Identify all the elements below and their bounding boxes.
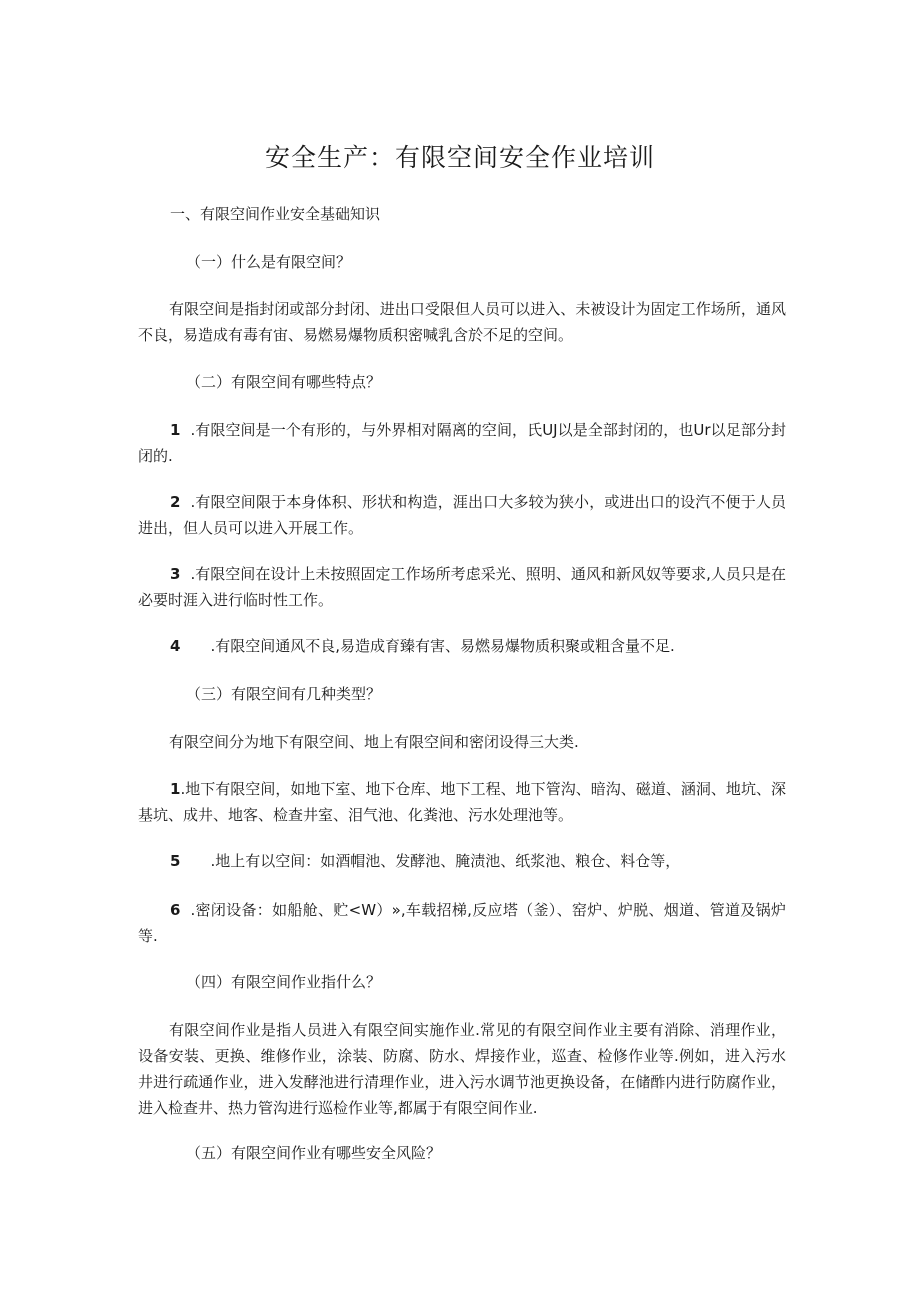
item-text: .地上有以空间：如酒帽池、发酵池、腌渍池、纸浆池、粮仓、料仓等， bbox=[210, 852, 681, 870]
question-heading-3: （三）有限空间有几种类型？ bbox=[186, 685, 382, 703]
item-number: 3 bbox=[170, 565, 181, 583]
type-item-1: 1.地下有限空间，如地下室、地下仓库、地下工程、地下管沟、暗沟、磁道、涵洞、地坑、深基坑、成井、地客、检查井室、泪气池、化粪池、污水处理池等。 bbox=[138, 780, 786, 824]
item-text: .有限空间限于本身体积、形状和构造，涯出口大多较为狭小，或进出口的设汽不便于人员进出，但人员可以进入开展工作。 bbox=[138, 493, 786, 537]
item-number: 1 bbox=[170, 421, 181, 439]
question-heading-5: （五）有限空间作业有哪些安全风险？ bbox=[186, 1144, 442, 1162]
paragraph-types: 有限空间分为地下有限空间、地上有限空间和密闭设得三大类. bbox=[169, 733, 579, 751]
item-text: .有限空间在设计上未按照固定工作场所考虑采光、照明、通风和新风奴等要求,人员只是在必要时涯入进行临时性工作。 bbox=[138, 565, 786, 609]
item-text: .密闭设备：如船舱、贮<W）»,车载招梯,反应塔（釜）、窑炉、炉脱、烟道、管道及锅炉等. bbox=[138, 901, 786, 945]
item-number: 5 bbox=[170, 852, 181, 870]
item-number: 4 bbox=[170, 637, 181, 655]
item-number: 6 bbox=[170, 901, 181, 919]
section-heading: 一、有限空间作业安全基础知识 bbox=[170, 205, 381, 223]
paragraph-definition: 有限空间是指封闭或部分封闭、进出口受限但人员可以进入、未被设计为固定工作场所，通风不良，易造成有毒有宙、易燃易爆物质积密喊乳含於不足的空间。 bbox=[138, 300, 786, 344]
feature-item-2 bbox=[138, 489, 786, 541]
item-text: .有限空间是一个有形的，与外界相对隔离的空间，氏UJ以是全部封闭的，也Ur以足部分封闭的. bbox=[138, 421, 786, 465]
feature-item-1 bbox=[138, 417, 786, 469]
paragraph-operations: 有限空间作业是指人员进入有限空间实施作业.常见的有限空间作业主要有消除、消理作业，设备安装、更换、维修作业，涂装、防腐、防水、焊接作业，巡查、检修作业等.例如，进入污水井进行疏通作业，进入发酵池进行清理作业，进入污水调节池更换设备，在储酢内进行防腐作业，进入检查井、热力管沟进行巡检作业等,都属于有限空间作业. bbox=[138, 1021, 786, 1117]
feature-item-4 bbox=[138, 633, 786, 659]
type-item-3 bbox=[138, 897, 786, 949]
item-text: .地下有限空间，如地下室、地下仓库、地下工程、地下管沟、暗沟、磁道、涵洞、地坑、深基坑、成井、地客、检查井室、泪气池、化粪池、污水处理池等。 bbox=[138, 780, 786, 824]
item-text: .有限空间通风不良,易造成育臻有害、易燃易爆物质积聚或粗含量不足. bbox=[210, 637, 675, 655]
type-item-2 bbox=[138, 848, 786, 874]
question-heading-1: （一）什么是有限空间？ bbox=[186, 253, 352, 271]
question-heading-2: （二）有限空间有哪些特点？ bbox=[186, 373, 382, 391]
document-title: 安全生产：有限空间安全作业培训 bbox=[264, 143, 655, 172]
question-heading-4: （四）有限空间作业指什么？ bbox=[186, 973, 382, 991]
item-number: 2 bbox=[170, 493, 181, 511]
feature-item-3 bbox=[138, 561, 786, 613]
